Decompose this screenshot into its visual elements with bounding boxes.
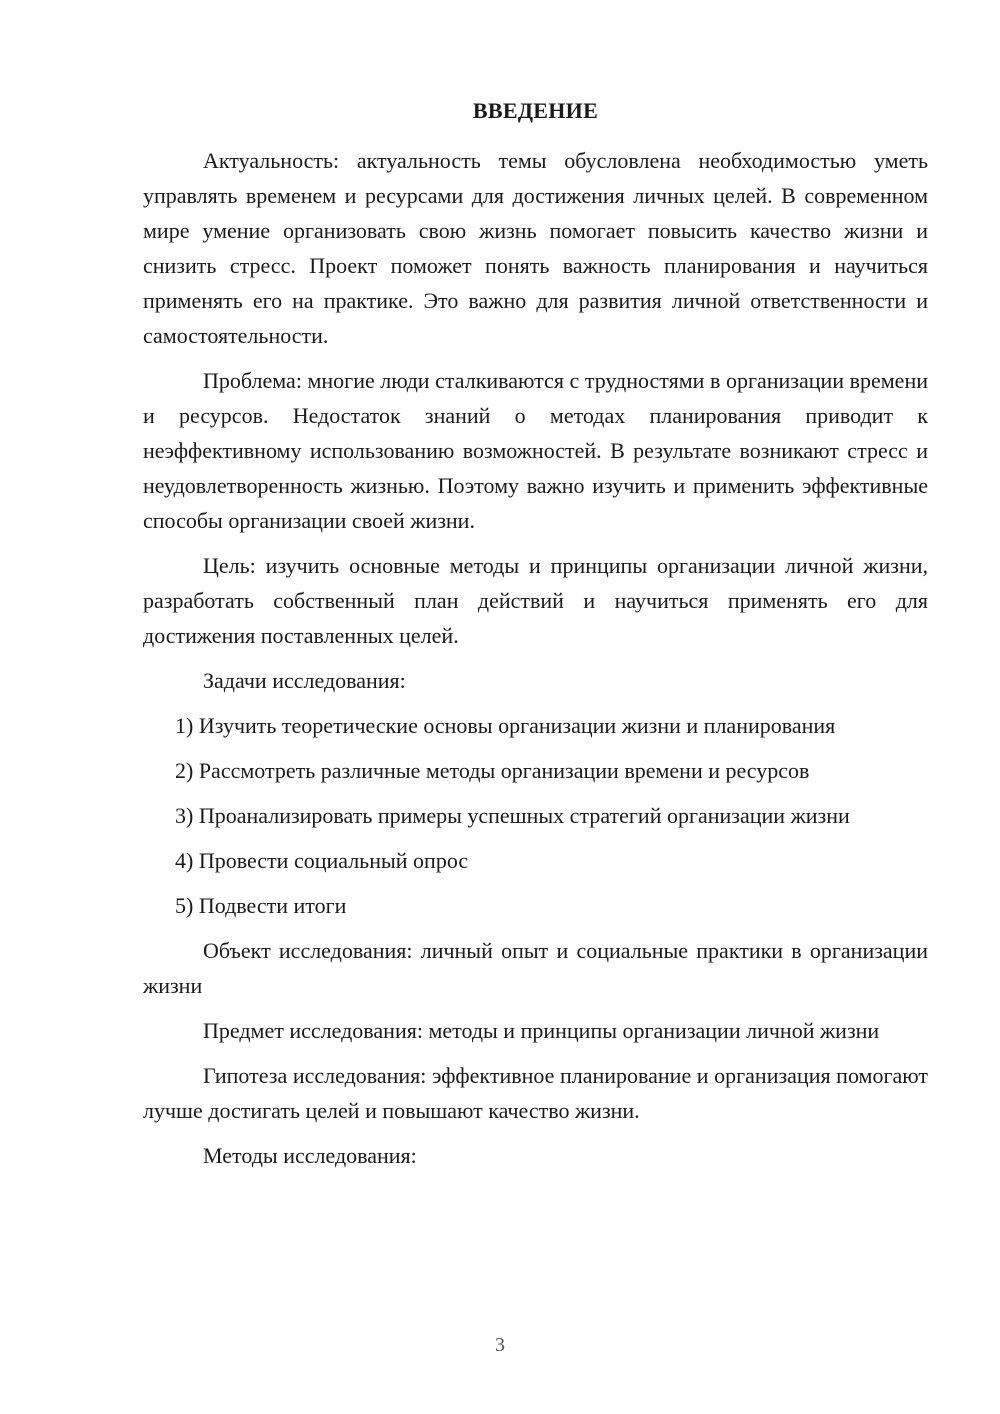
task-item-4: 4) Провести социальный опрос xyxy=(175,848,469,873)
paragraph-object: Объект исследования: личный опыт и социальные практики в организации жизни xyxy=(143,938,928,998)
page-number: 3 xyxy=(495,1334,505,1356)
task-item-5: 5) Подвести итоги xyxy=(175,893,347,918)
paragraph-actuality: Актуальность: актуальность темы обусловлена необходимостью уметь управлять временем и ресурсами для достижения личных целей. В современном мире умение организовать свою жизнь помогает повысить качество жизни и снизить стресс. Проект поможет понять важность планирования и научиться применять его на практике. Это важно для развития личной ответственности и самостоятельности. xyxy=(143,148,928,348)
task-item-3: 3) Проанализировать примеры успешных стратегий организации жизни xyxy=(175,803,850,828)
paragraph-problem: Проблема: многие люди сталкиваются с трудностями в организации времени и ресурсов. Недостаток знаний о методах планирования приводит к неэффективному использованию возможностей. В результате возникают стресс и неудовлетворенность жизнью. Поэтому важно изучить и применить эффективные способы организации своей жизни. xyxy=(143,368,928,533)
paragraph-goal: Цель: изучить основные методы и принципы организации личной жизни, разработать собственный план действий и научиться применять его для достижения поставленных целей. xyxy=(143,553,928,648)
section-title: ВВЕДЕНИЕ xyxy=(472,98,599,123)
task-item-2: 2) Рассмотреть различные методы организации времени и ресурсов xyxy=(175,758,810,783)
paragraph-subject: Предмет исследования: методы и принципы организации личной жизни xyxy=(203,1018,880,1043)
document-page xyxy=(143,96,928,1183)
tasks-heading: Задачи исследования: xyxy=(203,668,406,693)
paragraph-hypothesis: Гипотеза исследования: эффективное планирование и организация помогают лучше достигать целей и повышают качество жизни. xyxy=(143,1063,928,1123)
task-item-1: 1) Изучить теоретические основы организации жизни и планирования xyxy=(175,713,836,738)
methods-heading: Методы исследования: xyxy=(203,1143,417,1168)
